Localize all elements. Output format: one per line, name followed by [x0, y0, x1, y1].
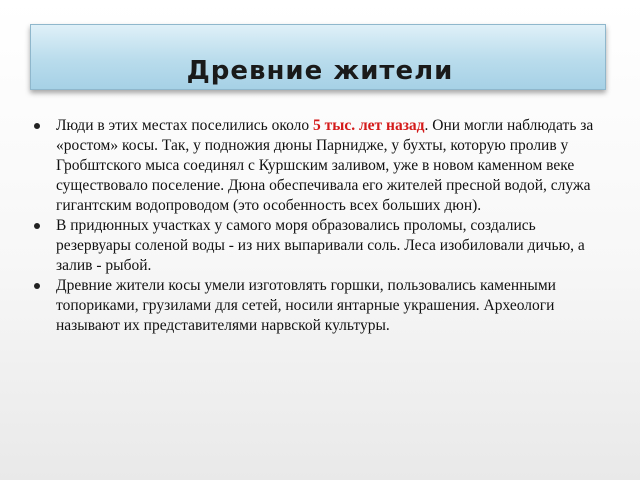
bullet-text: Древние жители косы умели изготовлять горшки, пользовались каменными топориками, грузилами для сетей, носили янтарные украшения. Археологи называют их представителями нарвской культуры. — [56, 277, 556, 334]
highlight-date: 5 тыс. лет назад — [312, 117, 425, 134]
bullet-dot-icon — [34, 223, 40, 229]
bullet-text-end: . Они могли наблюдать за «ростом» косы. Так, у подножия дюны Парнидже, у бухты, которую пролив у Гробштского мыса соединял с Куршским заливом, уже в новом каменном веке существовало поселение. Дюна обеспечивала его жителей пресной водой, служа гигантским водопроводом (это особенность всех больших дюн). — [56, 117, 594, 214]
bullet-text: В придюнных участках у самого моря образовались проломы, создались резервуары соленой воды - из них выпаривали соль. Леса изобиловали дичью, а залив - рыбой. — [56, 217, 585, 274]
slide-title: Древние жители — [186, 56, 454, 86]
bullet-dot-icon — [34, 123, 40, 129]
bullet-list — [34, 116, 610, 336]
bullet-item — [34, 216, 610, 276]
bullet-item — [34, 276, 610, 336]
bullet-item — [34, 116, 610, 216]
bullet-text-start: Люди в этих местах поселились около — [56, 117, 313, 134]
bullet-dot-icon — [34, 283, 40, 289]
